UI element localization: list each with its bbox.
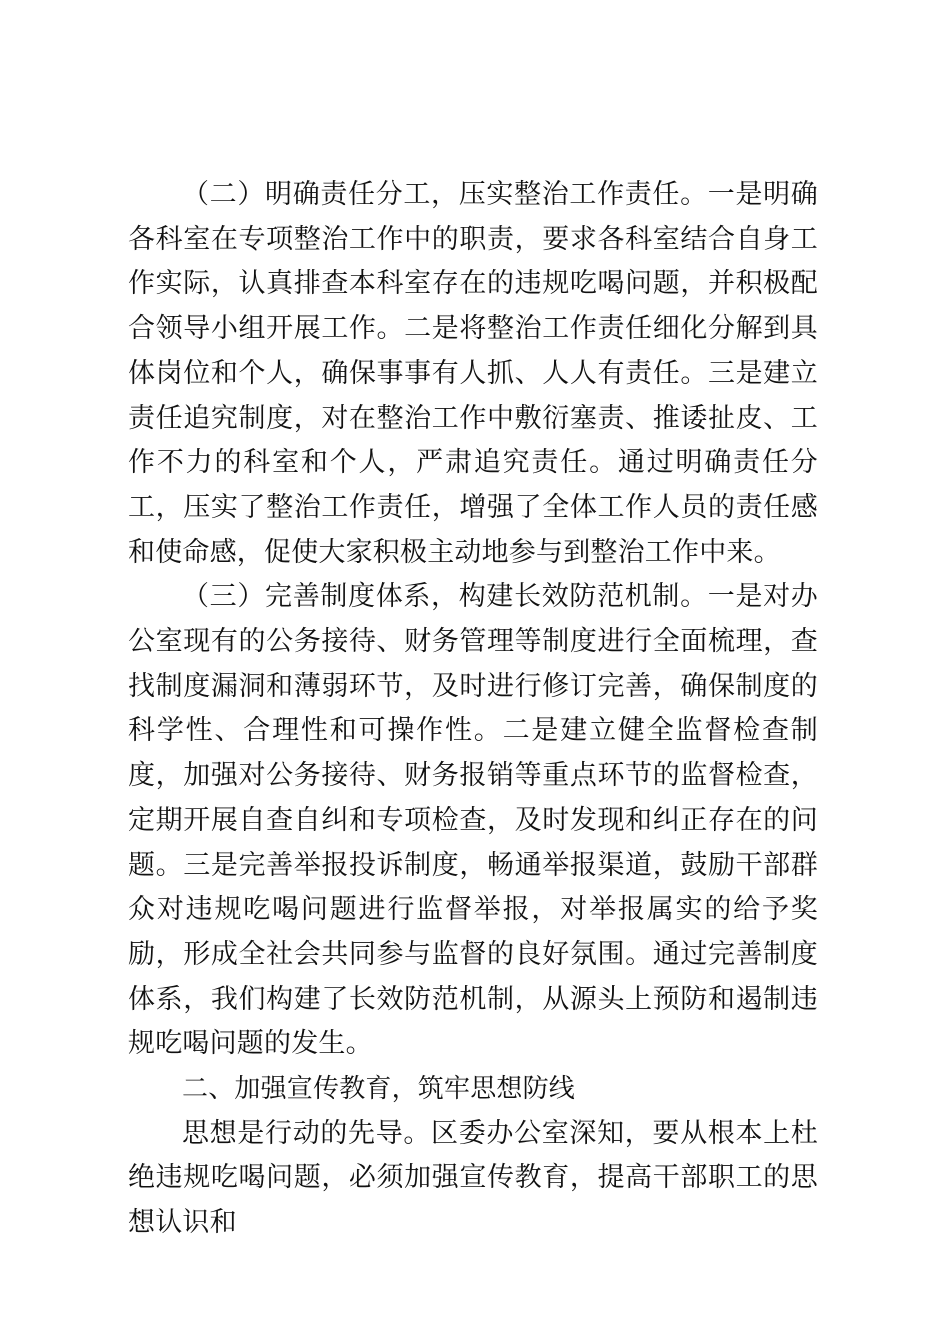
paragraph-responsibility: （二）明确责任分工，压实整治工作责任。一是明确各科室在专项整治工作中的职责，要求各科室结合自身工作实际，认真排查本科室存在的违规吃喝问题，并积极配合领导小组开展工作。二是将整治工作责任细化分解到具体岗位和个人，确保事事有人抓、人人有责任。三是建立责任追究制度，对在整治工作中敷衍塞责、推诿扯皮、工作不力的科室和个人，严肃追究责任。通过明确责任分工，压实了整治工作责任，增强了全体工作人员的责任感和使命感，促使大家积极主动地参与到整治工作中来。 xyxy=(128,179,818,568)
section-heading: 二、加强宣传教育，筑牢思想防线 xyxy=(182,1074,576,1105)
paragraph-system: （三）完善制度体系，构建长效防范机制。一是对办公室现有的公务接待、财务管理等制度进行全面梳理，查找制度漏洞和薄弱环节，及时进行修订完善，确保制度的科学性、合理性和可操作性。二是建立健全监督检查制度，加强对公务接待、财务报销等重点环节的监督检查，定期开展自查自纠和专项检查，及时发现和纠正存在的问题。三是完善举报投诉制度，畅通举报渠道，鼓励干部群众对违规吃喝问题进行监督举报，对举报属实的给予奖励，形成全社会共同参与监督的良好氛围。通过完善制度体系，我们构建了长效防范机制，从源头上预防和遏制违规吃喝问题的发生。 xyxy=(128,581,818,1060)
document-body xyxy=(128,173,818,1246)
paragraph-education: 思想是行动的先导。区委办公室深知，要从根本上杜绝违规吃喝问题，必须加强宣传教育，提高干部职工的思想认识和 xyxy=(128,1117,818,1239)
